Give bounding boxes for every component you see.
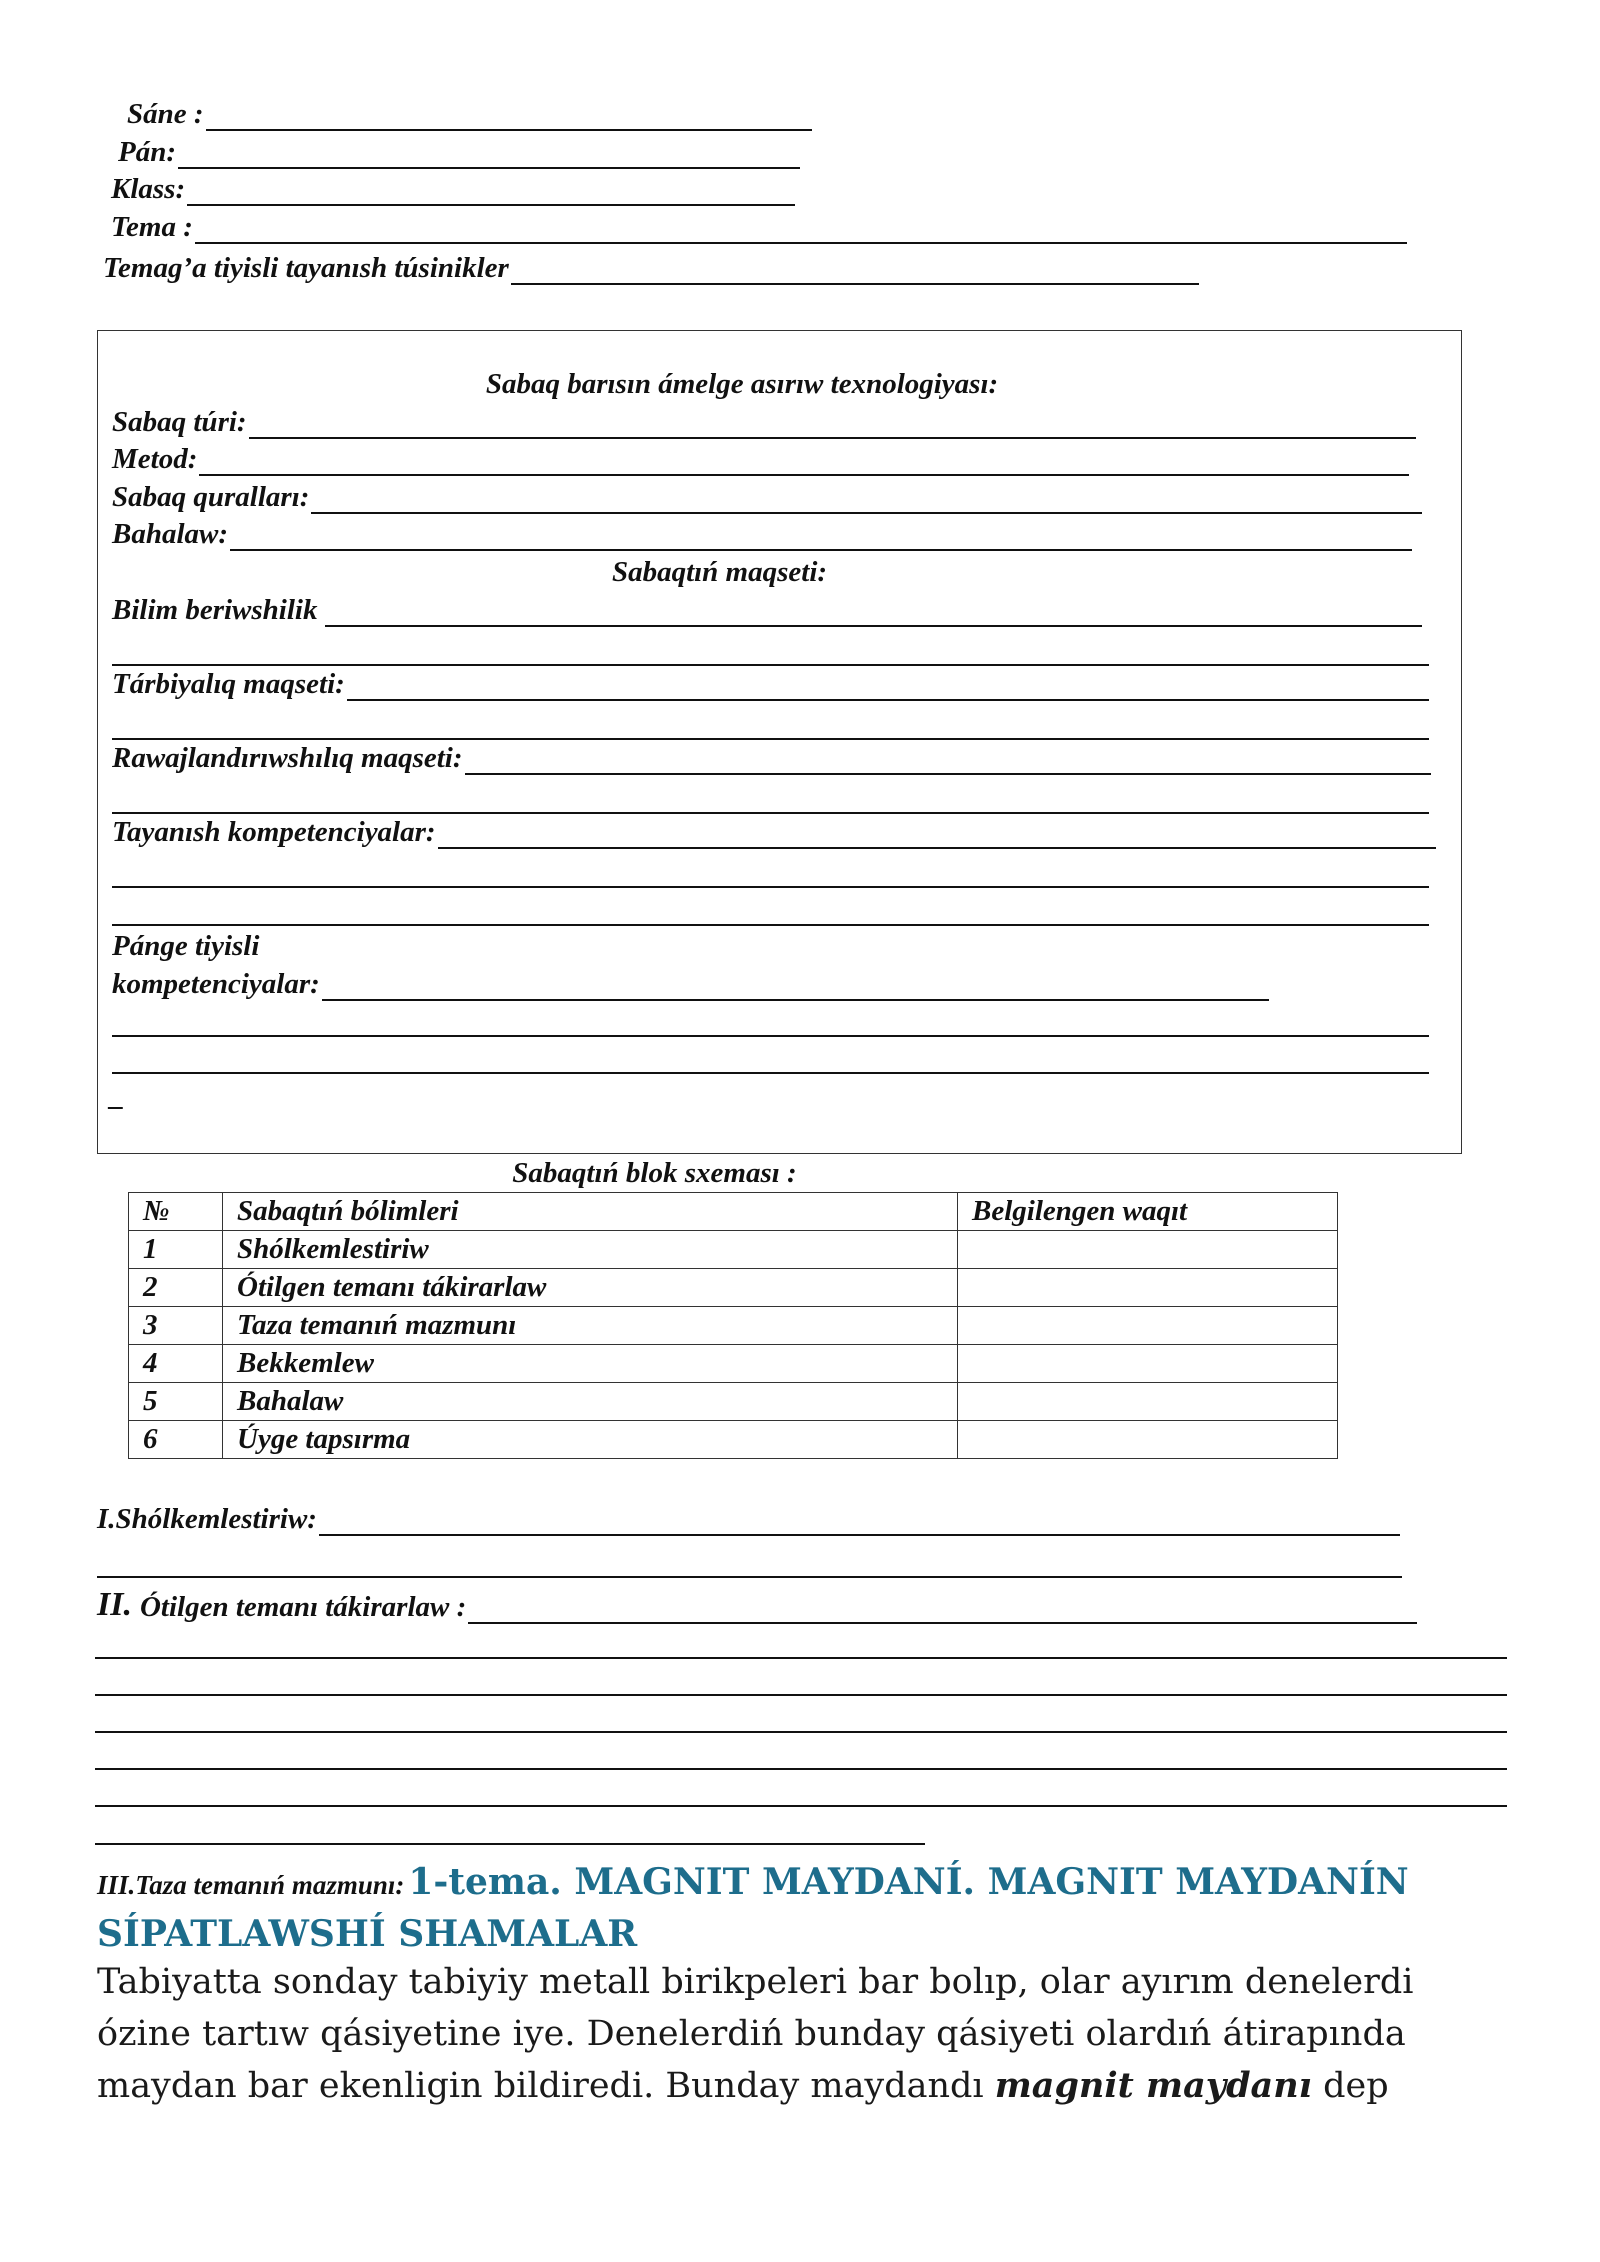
class-label: Klass: <box>111 173 186 205</box>
section-2-line-4[interactable] <box>95 1731 1507 1733</box>
row-time-cell[interactable] <box>958 1307 1338 1345</box>
table-row <box>129 1269 1338 1307</box>
paragraph-line-3 <box>97 2060 1507 2112</box>
section-1-field <box>97 1503 1400 1536</box>
method-label: Metod: <box>112 443 198 475</box>
table-row <box>129 1345 1338 1383</box>
subject-field <box>118 136 800 169</box>
topic-line[interactable] <box>195 218 1407 244</box>
goals-title: Sabaqtıń maqseti: <box>611 556 828 588</box>
row-number: 3 <box>129 1307 223 1345</box>
section-1-label: I.Shólkemlestiriw: <box>97 1503 317 1535</box>
core-comp-line-3[interactable] <box>112 924 1429 926</box>
table-row <box>129 1383 1338 1421</box>
body-paragraph <box>97 1956 1507 2112</box>
row-number: 4 <box>129 1345 223 1383</box>
subject-comp-field <box>112 968 1269 1001</box>
edu-goal-line[interactable] <box>325 601 1422 627</box>
header-number: № <box>129 1193 223 1231</box>
row-number: 1 <box>129 1231 223 1269</box>
edu-goal-label: Bilim beriwshilik <box>112 594 318 626</box>
subject-comp-line[interactable] <box>322 975 1269 1001</box>
section-3-label: III.Taza temanıń mazmunı: <box>97 1870 405 1900</box>
core-comp-field <box>112 816 1436 849</box>
section-2-line-2[interactable] <box>95 1657 1507 1659</box>
block-scheme-table <box>128 1192 1338 1459</box>
tools-field <box>112 481 1422 514</box>
row-part: Úyge tapsırma <box>223 1421 958 1459</box>
paragraph-line-2: ózine tartıw qásiyetine iye. Denelerdiń bunday qásiyeti olardıń átirapında <box>97 2014 1406 2054</box>
assessment-label: Bahalaw: <box>112 518 229 550</box>
lesson-type-field <box>112 406 1416 439</box>
row-number: 5 <box>129 1383 223 1421</box>
box-dash: _ <box>110 1080 125 1112</box>
edu-goal-line-2[interactable] <box>112 664 1429 666</box>
core-comp-label: Tayanısh kompetenciyalar: <box>112 816 436 848</box>
class-line[interactable] <box>187 180 795 206</box>
development-goal-line-2[interactable] <box>112 812 1429 814</box>
paragraph-line-3c: dep <box>1311 2066 1389 2106</box>
lesson-type-line[interactable] <box>249 413 1416 439</box>
section-2-number: II. <box>97 1586 132 1623</box>
paragraph-line-3a: maydan bar ekenligin bildiredi. Bunday maydandı <box>97 2066 995 2106</box>
row-time-cell[interactable] <box>958 1269 1338 1307</box>
upbringing-goal-label: Tárbiyalıq maqseti: <box>112 668 345 700</box>
subject-comp-line-3[interactable] <box>112 1072 1429 1074</box>
box-title: Sabaq barısın ámelge asırıw texnologiyası: <box>485 368 999 400</box>
section-2-label: Ótilgen temanı tákirarlaw : <box>139 1591 467 1623</box>
table-row <box>129 1307 1338 1345</box>
tools-label: Sabaq quralları: <box>112 481 310 513</box>
table-row <box>129 1421 1338 1459</box>
concepts-field <box>103 252 1199 285</box>
row-part: Bahalaw <box>223 1383 958 1421</box>
section-2-line[interactable] <box>468 1598 1417 1624</box>
edu-goal-field <box>112 594 1422 627</box>
assessment-line[interactable] <box>230 525 1412 551</box>
subject-line[interactable] <box>178 143 800 169</box>
row-number: 6 <box>129 1421 223 1459</box>
section-2-field <box>97 1586 1417 1624</box>
upbringing-goal-line-2[interactable] <box>112 738 1429 740</box>
topic-field <box>111 211 1407 244</box>
header-time: Belgilengen waqıt <box>958 1193 1338 1231</box>
upbringing-goal-line[interactable] <box>347 675 1429 701</box>
upbringing-goal-field <box>112 668 1429 701</box>
row-part: Taza temanıń mazmunı <box>223 1307 958 1345</box>
block-scheme-title: Sabaqtıń blok sxeması : <box>512 1157 797 1189</box>
section-2-line-5[interactable] <box>95 1768 1507 1770</box>
section-1-line-2[interactable] <box>97 1576 1402 1578</box>
section-2-line-3[interactable] <box>95 1694 1507 1696</box>
row-number: 2 <box>129 1269 223 1307</box>
method-field <box>112 443 1409 476</box>
tools-line[interactable] <box>311 488 1422 514</box>
row-part: Shólkemlestiriw <box>223 1231 958 1269</box>
concepts-label: Temag’a tiyisli tayanısh túsinikler <box>103 252 509 284</box>
row-time-cell[interactable] <box>958 1383 1338 1421</box>
assessment-field <box>112 518 1412 551</box>
table-row <box>129 1231 1338 1269</box>
section-2-line-7[interactable] <box>95 1843 925 1845</box>
subject-comp-label-2: kompetenciyalar: <box>112 968 320 1000</box>
row-part: Bekkemlew <box>223 1345 958 1383</box>
row-time-cell[interactable] <box>958 1231 1338 1269</box>
row-time-cell[interactable] <box>958 1345 1338 1383</box>
development-goal-line[interactable] <box>465 749 1432 775</box>
section-3-title-a: 1-tema. MAGNIT MAYDANÍ. MAGNIT MAYDANÍN <box>408 1861 1409 1903</box>
paragraph-line-1: Tabiyatta sonday tabiyiy metall birikpeleri bar bolıp, olar ayırım denelerdi <box>97 1962 1414 2002</box>
row-part: Ótilgen temanı tákirarlaw <box>223 1269 958 1307</box>
class-field <box>111 173 795 206</box>
development-goal-field <box>112 742 1431 775</box>
date-field <box>127 98 812 131</box>
date-label: Sáne : <box>127 98 204 130</box>
subject-comp-line-2[interactable] <box>112 1035 1429 1037</box>
table-header-row <box>129 1193 1338 1231</box>
section-1-line[interactable] <box>319 1510 1400 1536</box>
section-3-heading <box>97 1856 1517 1960</box>
lesson-type-label: Sabaq túri: <box>112 406 247 438</box>
header-parts: Sabaqtıń bólimleri <box>223 1193 958 1231</box>
row-time-cell[interactable] <box>958 1421 1338 1459</box>
subject-label: Pán: <box>118 136 176 168</box>
concepts-line[interactable] <box>511 259 1199 285</box>
section-2-line-6[interactable] <box>95 1805 1507 1807</box>
core-comp-line-2[interactable] <box>112 886 1429 888</box>
section-3-title-b: SÍPATLAWSHÍ SHAMALAR <box>97 1913 638 1955</box>
magnetic-field-term: magnit maydanı <box>994 2065 1312 2106</box>
core-comp-line[interactable] <box>438 823 1436 849</box>
development-goal-label: Rawajlandırıwshılıq maqseti: <box>112 742 463 774</box>
topic-label: Tema : <box>111 211 193 243</box>
subject-comp-label-1: Pánge tiyisli <box>112 930 260 962</box>
date-line[interactable] <box>206 105 812 131</box>
method-line[interactable] <box>199 450 1409 476</box>
